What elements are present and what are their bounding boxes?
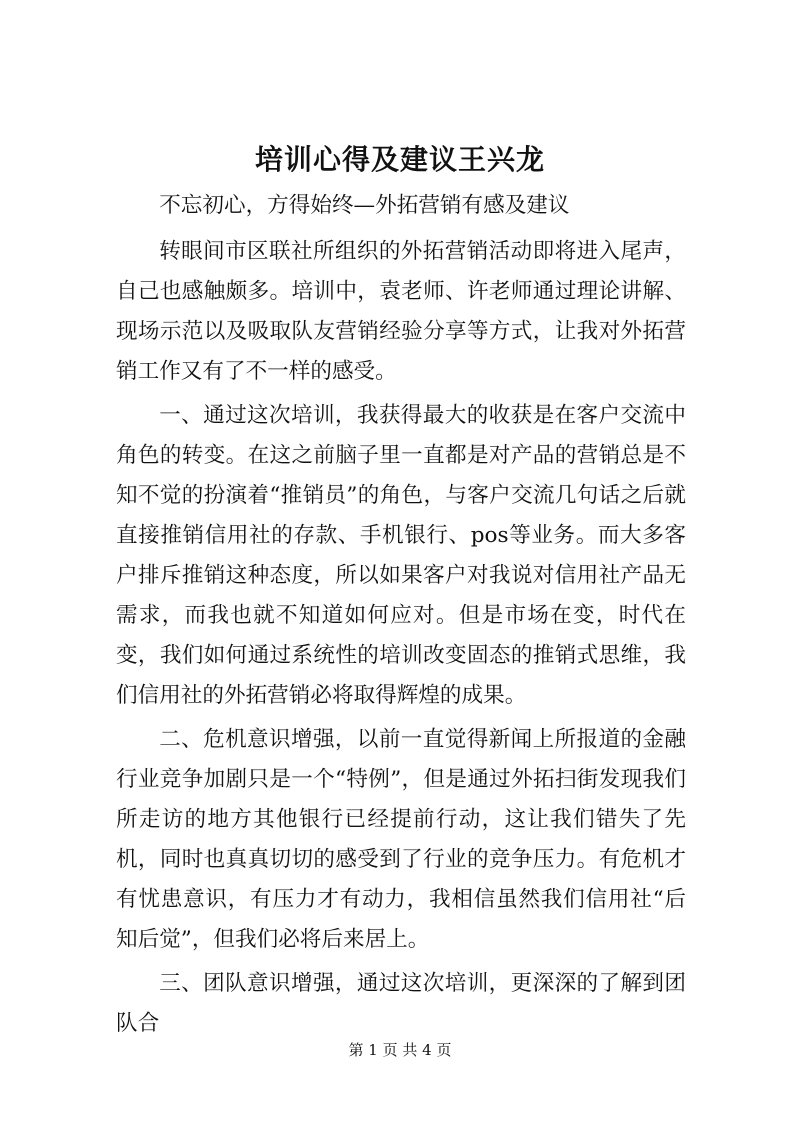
document-body <box>116 186 686 1048</box>
paragraph-point-2: 二、危机意识增强，以前一直觉得新闻上所报道的金融行业竞争加剧只是一个“特例”，但是通过外拓扫街发现我们所走访的地方其他银行已经提前行动，这让我们错失了先机，同时也真真切切的感受到了行业的竞争压力。有危机才有忧患意识，有压力才有动力，我相信虽然我们信用社“后知后觉”，但我们必将后来居上。 <box>116 727 686 952</box>
paragraph-point-1: 一、通过这次培训，我获得最大的收获是在客户交流中角色的转变。在这之前脑子里一直都是对产品的营销总是不知不觉的扮演着“推销员”的角色，与客户交流几句话之后就直接推销信用社的存款、手机银行、pos等业务。而大多客户排斥推销这种态度，所以如果客户对我说对信用社产品无需求，而我也就不知道如何应对。但是市场在变，时代在变，我们如何通过系统性的培训改变固态的推销式思维，我们信用社的外拓营销必将取得辉煌的成果。 <box>116 403 686 708</box>
paragraph-intro: 转眼间市区联社所组织的外拓营销活动即将进入尾声，自己也感触颇多。培训中，袁老师、许老师通过理论讲解、现场示范以及吸取队友营销经验分享等方式，让我对外拓营销工作又有了不一样的感受。 <box>116 239 686 384</box>
page-number-footer: 第 1 页 共 4 页 <box>348 1041 452 1059</box>
document-title: 培训心得及建议王兴龙 <box>254 143 545 176</box>
paragraph-point-3: 三、团队意识增强，通过这次培训，更深深的了解到团队合 <box>116 971 686 1036</box>
document-subtitle: 不忘初心，方得始终—外拓营销有感及建议 <box>159 193 570 218</box>
